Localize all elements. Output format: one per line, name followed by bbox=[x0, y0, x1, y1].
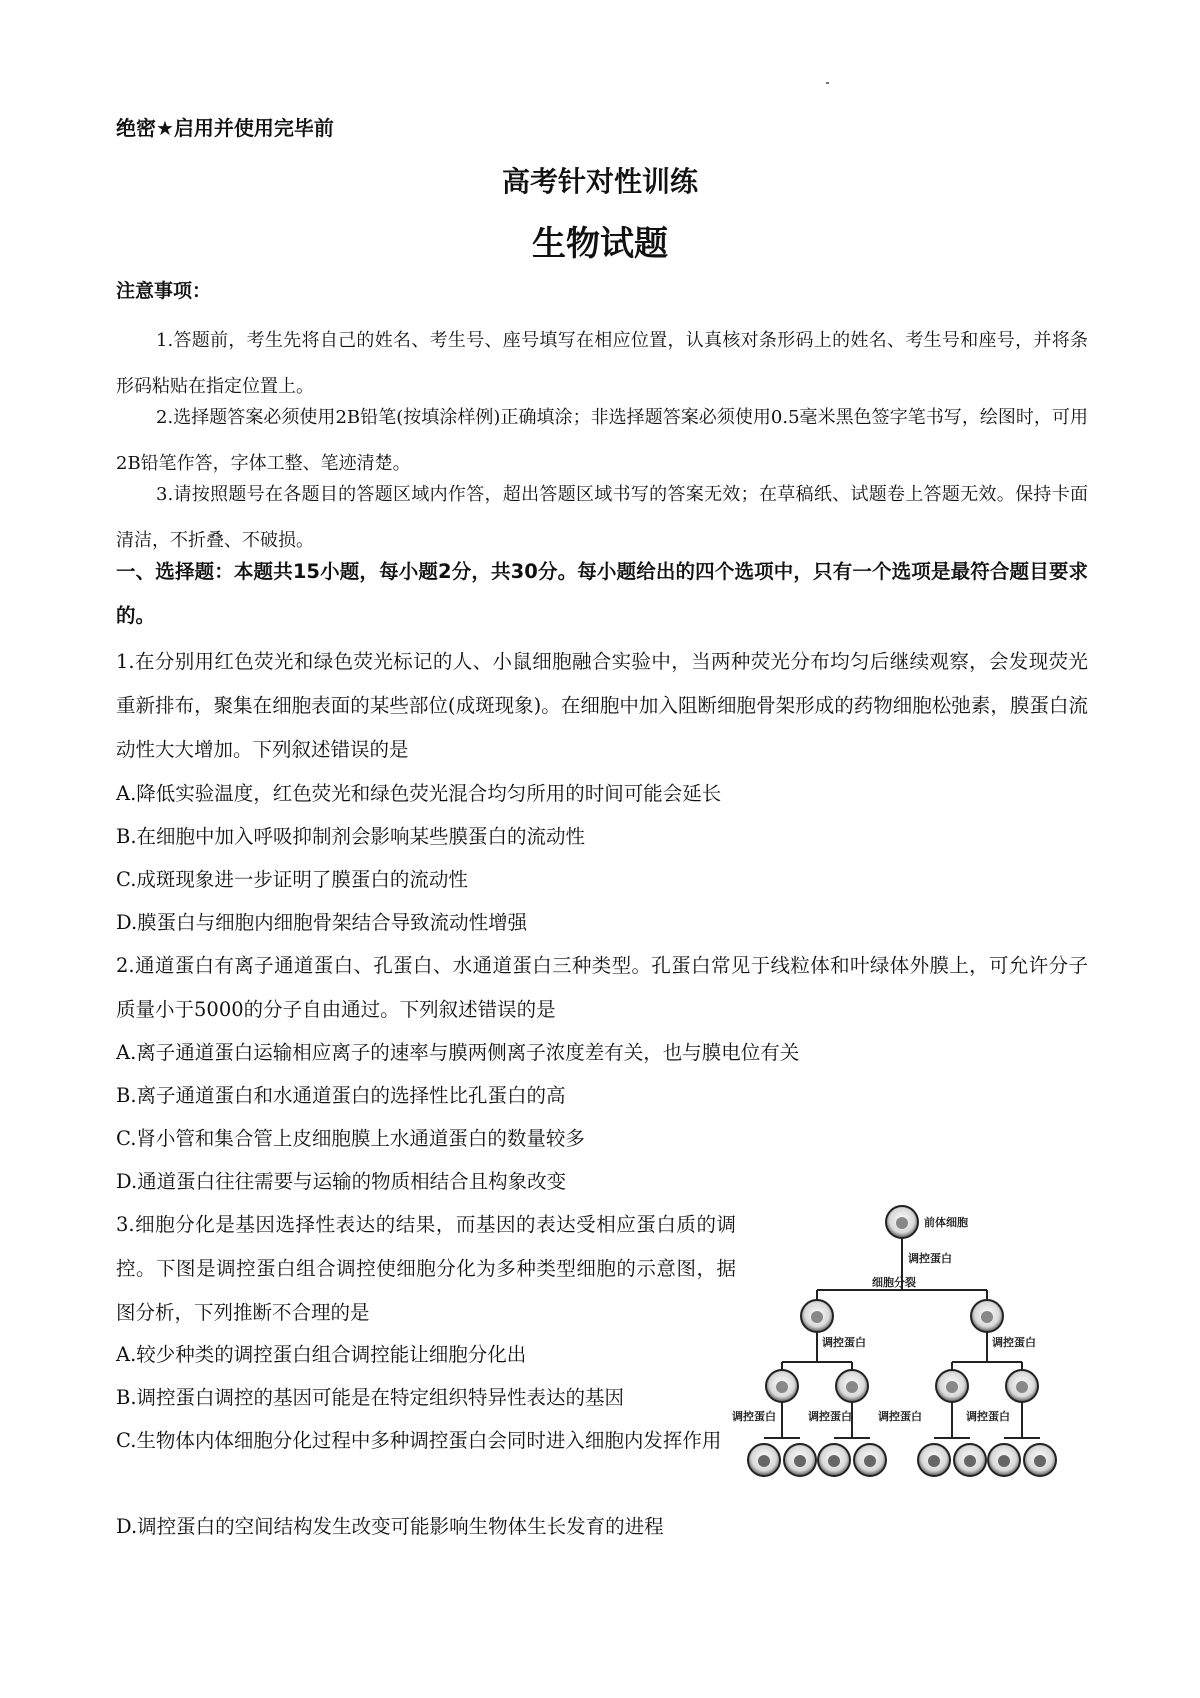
question-1-option-c: C.成斑现象进一步证明了膜蛋白的流动性 bbox=[116, 868, 468, 891]
protein-label-l1b: 调控蛋白 bbox=[992, 1336, 1036, 1349]
protein-label-root: 调控蛋白 bbox=[908, 1252, 952, 1265]
notes-heading: 注意事项： bbox=[116, 280, 212, 302]
level1-cell-left bbox=[801, 1300, 833, 1332]
question-2-stem: 2.通道蛋白有离子通道蛋白、孔蛋白、水通道蛋白三种类型。孔蛋白常见于线粒体和叶绿体外膜上，可允许分子质量小于5000的分子自由通过。下列叙述错误的是 bbox=[116, 954, 1088, 1021]
precursor-cell-label: 前体细胞 bbox=[924, 1216, 968, 1229]
question-2-option-d: D.通道蛋白往往需要与运输的物质相结合且构象改变 bbox=[116, 1170, 567, 1193]
question-1-option-b: B.在细胞中加入呼吸抑制剂会影响某些膜蛋白的流动性 bbox=[116, 825, 586, 848]
exam-title: 高考针对性训练 bbox=[501, 165, 698, 198]
protein-label-l2d: 调控蛋白 bbox=[966, 1410, 1010, 1423]
division-label: 细胞分裂 bbox=[872, 1276, 916, 1289]
scan-artifact bbox=[826, 82, 829, 84]
precursor-cell bbox=[886, 1206, 918, 1238]
protein-label-l2b: 调控蛋白 bbox=[808, 1410, 852, 1423]
question-3-option-b: B.调控蛋白调控的基因可能是在特定组织特异性表达的基因 bbox=[116, 1386, 625, 1409]
differentiation-diagram bbox=[732, 1192, 1102, 1522]
question-2-option-a: A.离子通道蛋白运输相应离子的速率与膜两侧离子浓度差有关，也与膜电位有关 bbox=[116, 1041, 800, 1064]
differentiation-diagram-svg bbox=[732, 1192, 1102, 1522]
section-heading: 一、选择题：本题共15小题，每小题2分，共30分。每小题给出的四个选项中，只有一个选项是最符合题目要求的。 bbox=[116, 560, 1088, 627]
protein-label-l2c: 调控蛋白 bbox=[878, 1410, 922, 1423]
question-2-option-b: B.离子通道蛋白和水通道蛋白的选择性比孔蛋白的高 bbox=[116, 1084, 566, 1107]
level1-cell-right bbox=[971, 1300, 1003, 1332]
question-3-option-c: C.生物体内体细胞分化过程中多种调控蛋白会同时进入细胞内发挥作用 bbox=[116, 1429, 722, 1452]
protein-label-l2a: 调控蛋白 bbox=[732, 1410, 776, 1423]
question-3-option-d: D.调控蛋白的空间结构发生改变可能影响生物体生长发育的进程 bbox=[116, 1515, 664, 1538]
exam-subject: 生物试题 bbox=[532, 224, 668, 264]
note-item-2: 2.选择题答案必须使用2B铅笔(按填涂样例)正确填涂；非选择题答案必须使用0.5毫米黑色签字笔书写，绘图时，可用2B铅笔作答，字体工整、笔迹清楚。 bbox=[116, 407, 1088, 474]
confidential-label: 绝密★启用并使用完毕前 bbox=[116, 116, 334, 140]
question-1-option-a: A.降低实验温度，红色荧光和绿色荧光混合均匀所用的时间可能会延长 bbox=[116, 782, 722, 805]
question-3-stem: 3.细胞分化是基因选择性表达的结果，而基因的表达受相应蛋白质的调控。下图是调控蛋白组合调控使细胞分化为多种类型细胞的示意图，据图分析，下列推断不合理的是 bbox=[116, 1213, 736, 1324]
note-item-1: 1.答题前，考生先将自己的姓名、考生号、座号填写在相应位置，认真核对条形码上的姓名、考生号和座号，并将条形码粘贴在指定位置上。 bbox=[116, 330, 1088, 397]
question-3-option-a: A.较少种类的调控蛋白组合调控能让细胞分化出 bbox=[116, 1343, 527, 1366]
protein-marker-icon bbox=[960, 1253, 965, 1263]
level2-cells bbox=[766, 1370, 1038, 1402]
question-1-option-d: D.膜蛋白与细胞内细胞骨架结合导致流动性增强 bbox=[116, 911, 528, 934]
terminal-cells bbox=[748, 1444, 1056, 1476]
question-2-option-c: C.肾小管和集合管上皮细胞膜上水通道蛋白的数量较多 bbox=[116, 1127, 585, 1150]
question-1-stem: 1.在分别用红色荧光和绿色荧光标记的人、小鼠细胞融合实验中，当两种荧光分布均匀后继续观察，会发现荧光重新排布，聚集在细胞表面的某些部位(成斑现象)。在细胞中加入阻断细胞骨架形成的药物细胞松弛素，膜蛋白流动性大大增加。下列叙述错误的是 bbox=[116, 650, 1088, 761]
note-item-3: 3.请按照题号在各题目的答题区域内作答，超出答题区域书写的答案无效；在草稿纸、试题卷上答题无效。保持卡面清洁，不折叠、不破损。 bbox=[116, 484, 1088, 551]
protein-label-l1a: 调控蛋白 bbox=[822, 1336, 866, 1349]
